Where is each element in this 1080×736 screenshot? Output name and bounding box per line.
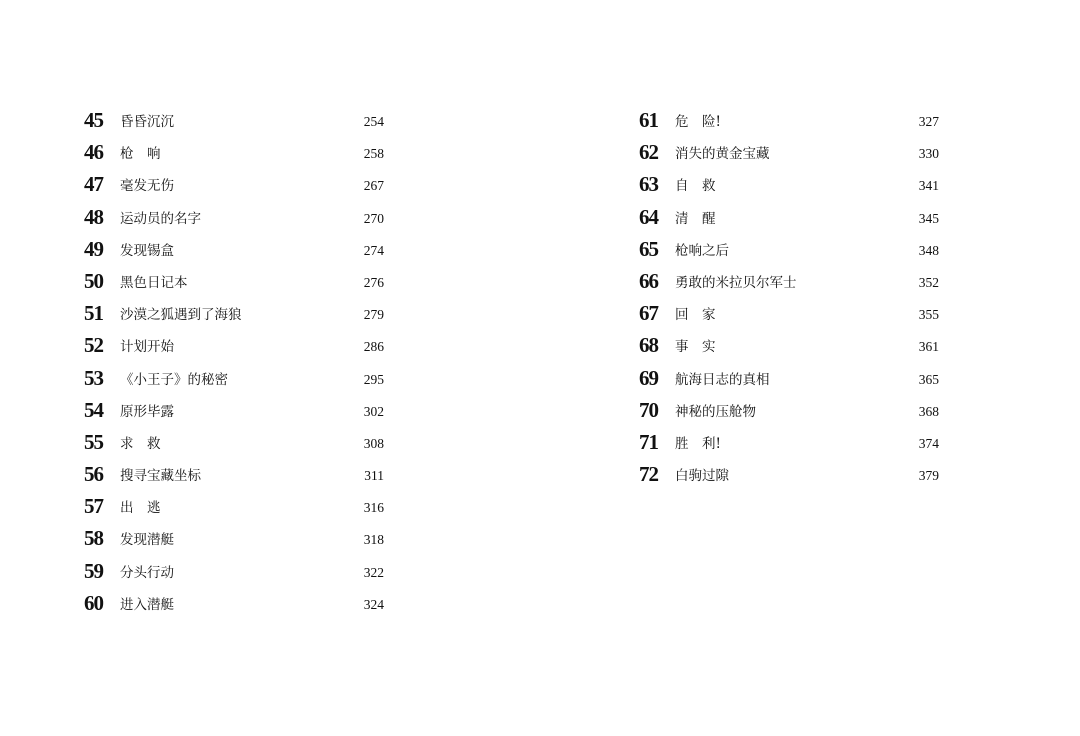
page-number: 352 [918, 274, 939, 290]
chapter-number: 69 [639, 365, 658, 390]
chapter-title: 出 逃 [120, 500, 161, 517]
page-number: 355 [918, 307, 939, 323]
page-number: 368 [918, 403, 939, 419]
chapter-title: 神秘的压舱物 [675, 403, 756, 420]
chapter-title: 枪 响 [120, 146, 161, 163]
chapter-number: 56 [84, 462, 103, 487]
toc-entry [639, 460, 939, 492]
page-number: 330 [918, 146, 939, 162]
chapter-number: 72 [639, 462, 658, 487]
toc-entry [84, 170, 384, 202]
page-number: 374 [918, 435, 939, 451]
chapter-number: 45 [84, 108, 103, 132]
toc-entry [84, 331, 384, 363]
chapter-title: 勇敢的米拉贝尔军士 [675, 274, 797, 291]
toc-entry [639, 267, 939, 299]
chapter-number: 66 [639, 268, 658, 293]
toc-entry [84, 203, 384, 235]
toc-entry [639, 170, 939, 202]
chapter-title: 自 救 [675, 178, 716, 195]
toc-entry [639, 331, 939, 363]
chapter-number: 70 [639, 397, 658, 422]
toc-entry [639, 235, 939, 267]
toc-entry [639, 396, 939, 428]
page-number: 302 [363, 403, 384, 419]
chapter-number: 51 [84, 301, 103, 326]
chapter-number: 65 [639, 236, 658, 261]
toc-entry [84, 138, 384, 170]
chapter-title: 搜寻宝藏坐标 [120, 468, 201, 485]
toc-entry [84, 492, 384, 524]
toc-entry [84, 557, 384, 589]
chapter-title: 清 醒 [675, 210, 716, 227]
page-number: 274 [363, 242, 384, 258]
page-number: 276 [363, 274, 384, 290]
toc-entry [639, 203, 939, 235]
chapter-title: 求 救 [120, 435, 161, 452]
page-number: 308 [363, 435, 384, 451]
chapter-number: 61 [639, 108, 658, 132]
toc-entry [639, 299, 939, 331]
chapter-title: 消失的黄金宝藏 [675, 146, 770, 163]
page-number: 365 [918, 371, 939, 387]
chapter-title: 分头行动 [120, 564, 174, 581]
page-number: 270 [363, 210, 384, 226]
page-number: 318 [363, 532, 384, 548]
page-number: 316 [363, 500, 384, 516]
page-number: 379 [918, 468, 939, 484]
page-number: 322 [363, 564, 384, 580]
chapter-title: 原形毕露 [120, 403, 174, 420]
toc-entry [84, 428, 384, 460]
page-number: 279 [363, 307, 384, 323]
toc-entry [84, 460, 384, 492]
toc-entry [639, 428, 939, 460]
page-number: 361 [918, 339, 939, 355]
page-number: 311 [364, 468, 384, 484]
chapter-number: 48 [84, 204, 103, 229]
toc-entry [84, 299, 384, 331]
chapter-number: 55 [84, 429, 103, 454]
chapter-title: 胜 利! [675, 435, 721, 452]
chapter-number: 59 [84, 558, 103, 583]
chapter-number: 58 [84, 526, 103, 551]
chapter-number: 54 [84, 397, 103, 422]
chapter-title: 航海日志的真相 [675, 371, 770, 388]
chapter-title: 回 家 [675, 307, 716, 324]
chapter-number: 49 [84, 236, 103, 261]
toc-entry [84, 235, 384, 267]
chapter-title: 黑色日记本 [120, 274, 188, 291]
chapter-number: 53 [84, 365, 103, 390]
toc-entry [84, 267, 384, 299]
chapter-number: 47 [84, 172, 103, 197]
toc-entry [84, 396, 384, 428]
chapter-title: 枪响之后 [675, 242, 729, 259]
page-number: 327 [918, 114, 939, 129]
chapter-title: 事 实 [675, 339, 716, 356]
chapter-title: 发现潜艇 [120, 532, 174, 549]
page-number: 348 [918, 242, 939, 258]
page-number: 254 [363, 114, 384, 129]
chapter-number: 57 [84, 494, 103, 519]
page-number: 324 [363, 596, 384, 612]
chapter-number: 46 [84, 140, 103, 165]
chapter-number: 64 [639, 204, 658, 229]
chapter-number: 63 [639, 172, 658, 197]
chapter-title: 昏昏沉沉 [120, 114, 174, 130]
chapter-title: 运动员的名字 [120, 210, 201, 227]
toc-entry [84, 589, 384, 621]
chapter-title: 发现锡盒 [120, 242, 174, 259]
chapter-number: 52 [84, 333, 103, 358]
toc-column-left [84, 106, 404, 621]
chapter-number: 67 [639, 301, 658, 326]
toc-entry [84, 106, 384, 138]
chapter-number: 60 [84, 590, 103, 615]
page-number: 258 [363, 146, 384, 162]
chapter-number: 71 [639, 429, 658, 454]
page-number: 345 [918, 210, 939, 226]
chapter-title: 毫发无伤 [120, 178, 174, 195]
page-number: 286 [363, 339, 384, 355]
chapter-title: 白驹过隙 [675, 468, 729, 485]
chapter-number: 62 [639, 140, 658, 165]
toc-entry [639, 106, 939, 138]
chapter-title: 《小王子》的秘密 [120, 371, 228, 388]
toc-column-right [639, 106, 959, 492]
chapter-title: 进入潜艇 [120, 596, 174, 613]
toc-entry [639, 364, 939, 396]
toc-entry [84, 364, 384, 396]
chapter-title: 计划开始 [120, 339, 174, 356]
chapter-number: 68 [639, 333, 658, 358]
chapter-title: 沙漠之狐遇到了海狼 [120, 307, 242, 324]
page-number: 341 [918, 178, 939, 194]
chapter-number: 50 [84, 268, 103, 293]
page-number: 295 [363, 371, 384, 387]
page-number: 267 [363, 178, 384, 194]
toc-entry [639, 138, 939, 170]
toc-entry [84, 524, 384, 556]
chapter-title: 危 险! [675, 114, 721, 130]
